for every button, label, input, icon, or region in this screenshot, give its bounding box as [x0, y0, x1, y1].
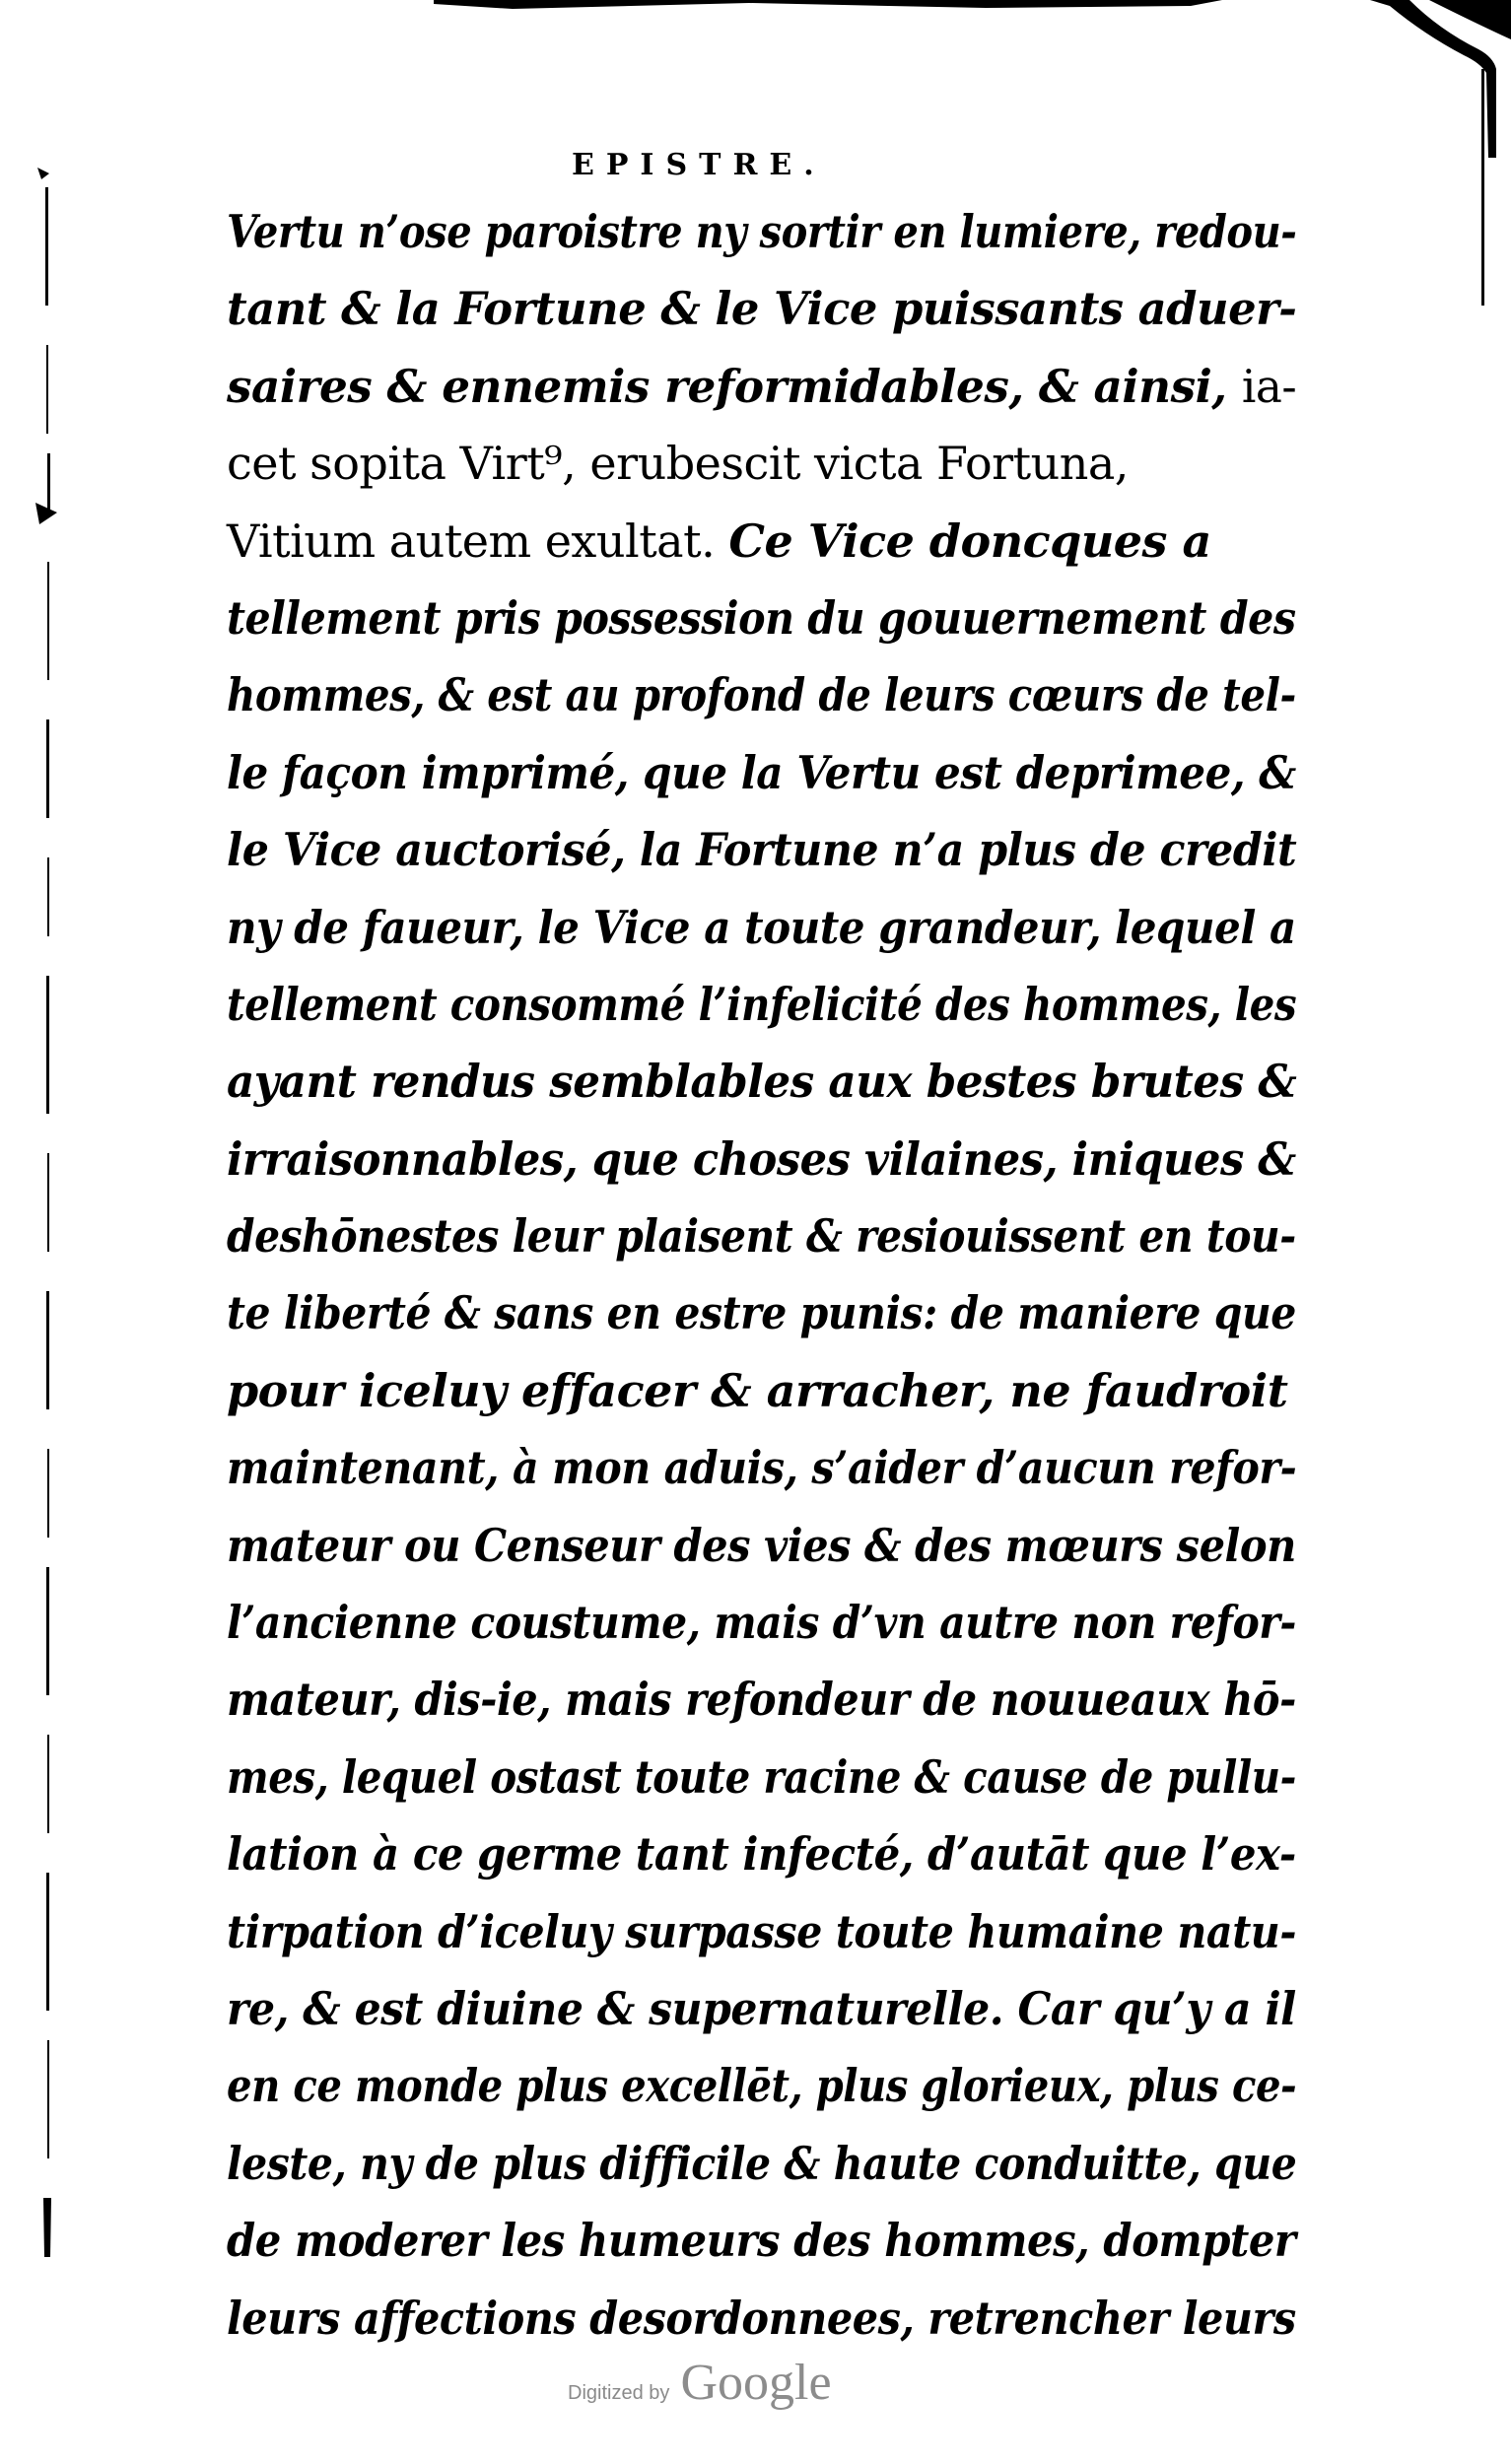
- text-line: [227, 966, 1297, 1043]
- text-line: [227, 889, 1296, 966]
- text-segment: mateur, dis-ie, mais refondeur de nouueaux hō-: [227, 1673, 1296, 1727]
- text-line: [227, 1121, 1296, 1198]
- text-segment: leurs affections desordonnees, retrencher leurs: [227, 2291, 1296, 2345]
- text-line: [227, 1429, 1297, 1506]
- text-segment: tirpation d’iceluy surpasse toute humaine natu-: [227, 1904, 1297, 1958]
- text-segment: en ce monde plus excellēt, plus glorieux, plus ce-: [227, 2059, 1297, 2113]
- text-segment: ia-: [1241, 359, 1297, 413]
- text-segment: hommes, & est au profond de leurs cœurs de tel-: [227, 668, 1296, 722]
- text-segment: cet sopita Virt⁹, erubescit victa Fortuna,: [227, 437, 1129, 491]
- text-line: [227, 811, 1297, 888]
- text-segment: deshōnestes leur plaisent & resiouissent en tou-: [227, 1209, 1296, 1264]
- text-segment: tellement pris possession du gouuernement des: [227, 590, 1296, 645]
- binding-gutter: [28, 168, 67, 2316]
- text-segment: ayant rendus semblables aux bestes brutes &: [227, 1055, 1297, 1109]
- google-logo: Google: [680, 2355, 832, 2411]
- text-line: [227, 2280, 1296, 2357]
- text-segment: de moderer les humeurs des hommes, dompter: [227, 2214, 1296, 2268]
- text-segment: Ce Vice doncques a: [728, 513, 1211, 568]
- body-text: [227, 193, 1296, 2357]
- text-line: [227, 270, 1297, 347]
- digitized-label: Digitized by: [568, 2382, 670, 2404]
- text-line: [227, 1043, 1297, 1120]
- text-line: [227, 1352, 1296, 1429]
- text-segment: le Vice auctorisé, la Fortune n’a plus de credit: [227, 823, 1297, 877]
- digitized-by-google-footer: [568, 2354, 923, 2413]
- text-segment: l’ancienne coustume, mais d’vn autre non refor-: [227, 1596, 1296, 1650]
- text-line: [227, 1739, 1296, 1815]
- scan-right-edge: [1478, 69, 1488, 306]
- text-segment: Vertu n’ose paroistre ny sortir en lumiere, redou-: [227, 205, 1297, 258]
- text-segment: mateur ou Censeur des vies & des mœurs selon: [227, 1518, 1296, 1572]
- text-line: [227, 193, 1297, 270]
- text-segment: ny de faueur, le Vice a toute grandeur, lequel a: [227, 900, 1296, 954]
- text-line: [227, 1661, 1296, 1738]
- text-line: [227, 1970, 1296, 2047]
- text-line: [227, 1815, 1296, 1892]
- text-line: [227, 503, 1296, 580]
- text-segment: saires & ennemis reformidables, & ainsi,: [227, 359, 1242, 413]
- text-line: [227, 1274, 1296, 1351]
- text-segment: maintenant, à mon aduis, s’aider d’aucun refor-: [227, 1441, 1297, 1495]
- text-segment: tellement consommé l’infelicité des hommes, les: [227, 977, 1297, 1031]
- text-line: [227, 2202, 1296, 2279]
- text-line: [227, 580, 1296, 656]
- text-line: [227, 1198, 1296, 1274]
- text-line: [227, 1893, 1297, 1970]
- text-segment: mes, lequel ostast toute racine & cause de pullu-: [227, 1749, 1296, 1804]
- text-segment: Vitium autem exultat.: [227, 513, 729, 568]
- text-line: [227, 2047, 1297, 2124]
- running-head: EPISTRE.: [572, 148, 826, 182]
- text-line: [227, 656, 1296, 733]
- page-corner-fold: [1370, 0, 1511, 158]
- text-segment: te liberté & sans en estre punis: de maniere que: [227, 1286, 1296, 1340]
- text-segment: re, & est diuine & supernaturelle. Car qu’y a il: [227, 1981, 1296, 2035]
- scan-top-edge: [434, 0, 1222, 10]
- text-segment: tant & la Fortune & le Vice puissants aduer-: [227, 282, 1297, 336]
- text-segment: irraisonnables, que choses vilaines, iniques &: [227, 1131, 1296, 1186]
- text-segment: pour iceluy effacer & arracher, ne faudroit: [227, 1363, 1288, 1417]
- text-line: [227, 734, 1296, 811]
- text-line: [227, 1507, 1296, 1584]
- text-segment: lation à ce germe tant infecté, d’autāt que l’ex-: [227, 1827, 1296, 1882]
- text-line: [227, 2125, 1297, 2202]
- text-line: [227, 1584, 1296, 1661]
- text-segment: leste, ny de plus difficile & haute conduitte, que: [227, 2136, 1297, 2190]
- text-segment: le façon imprimé, que la Vertu est deprimee, &: [227, 745, 1296, 799]
- text-line: [227, 425, 1296, 502]
- text-line: [227, 348, 1297, 425]
